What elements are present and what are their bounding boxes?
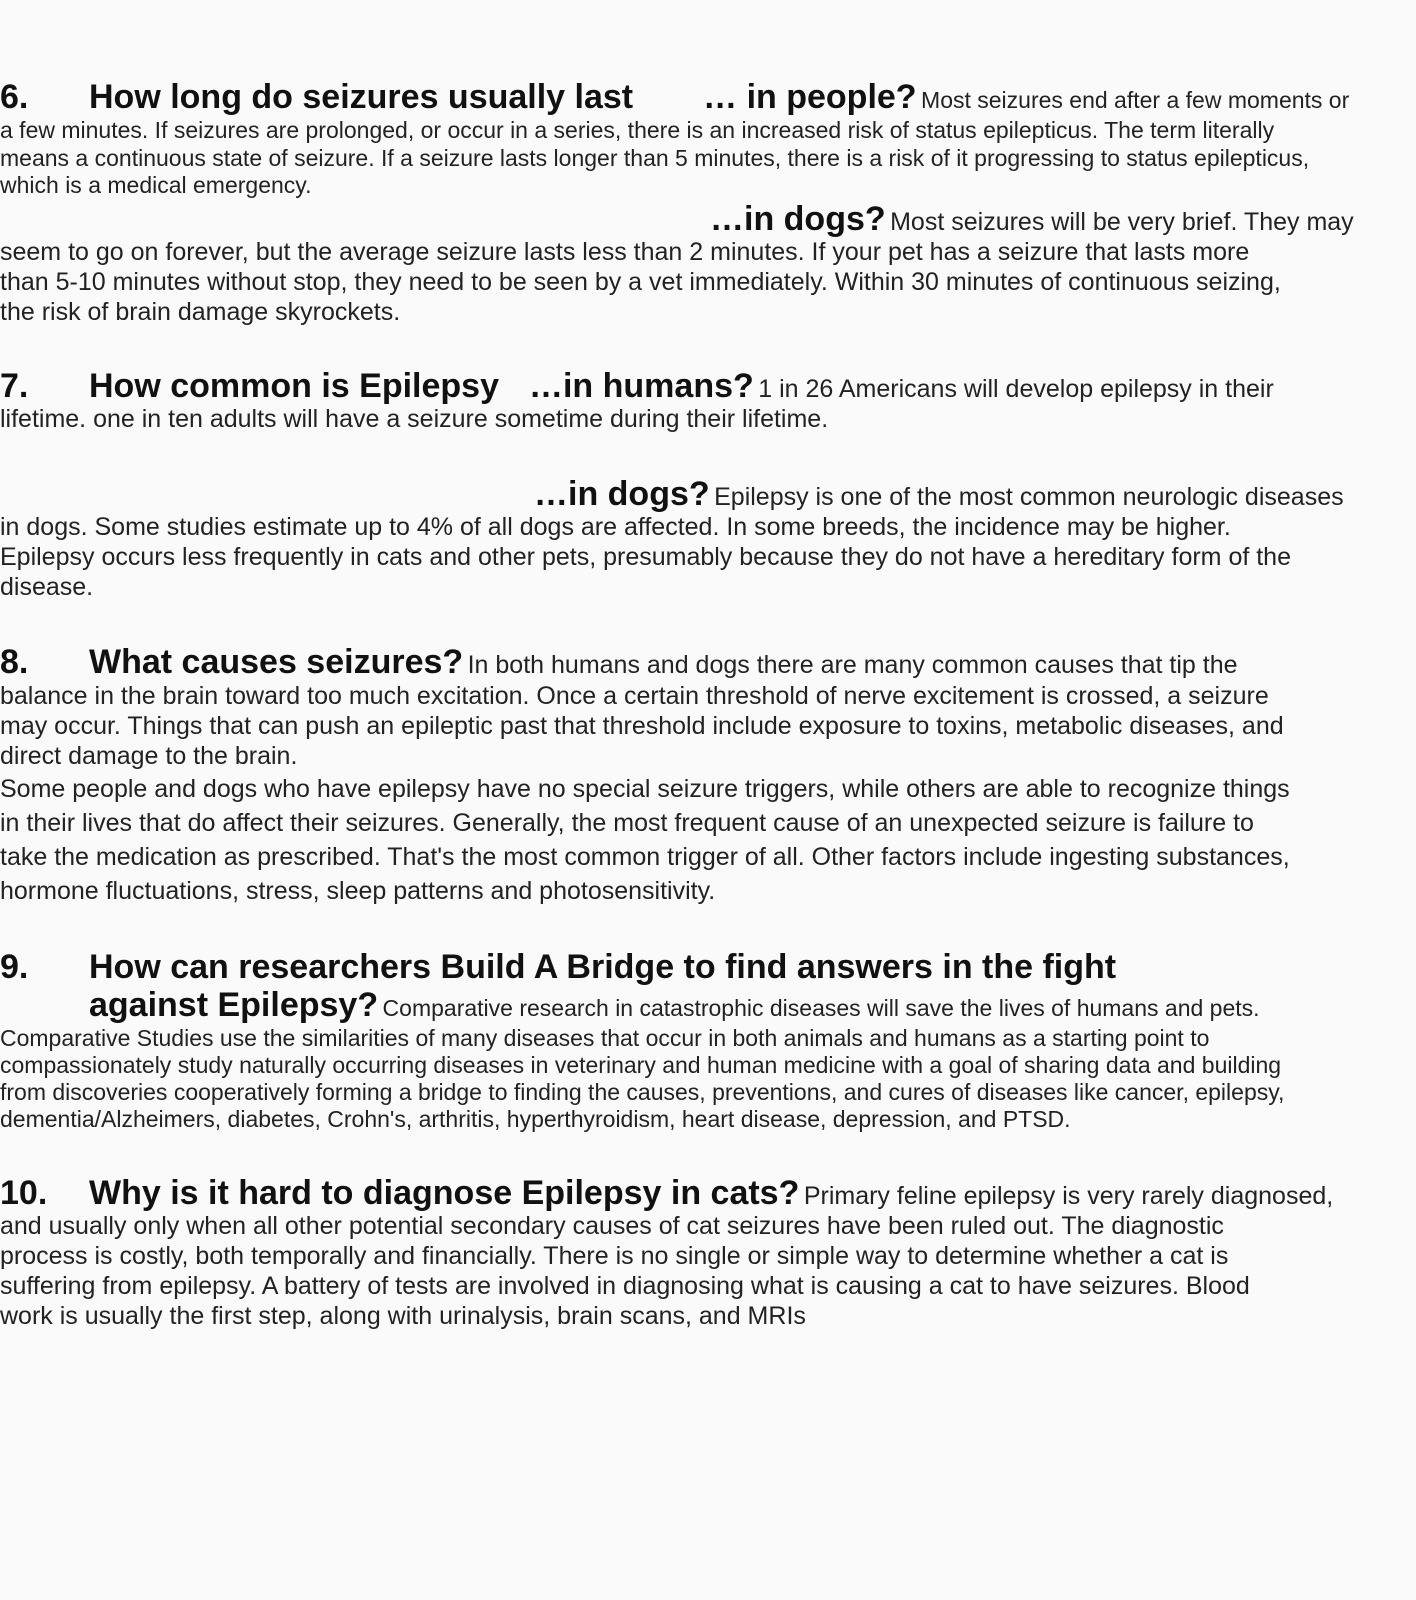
q6-dogs-subheading: …in dogs? xyxy=(710,200,886,238)
q8-text: take the medication as prescribed. That's the most common trigger of all. Other factors include ingesting substances, xyxy=(0,843,1290,871)
q10-text: Primary feline epilepsy is very rarely diagnosed, xyxy=(803,1182,1334,1210)
q6-dogs-text: Most seizures will be very brief. They may xyxy=(890,208,1354,236)
q7-humans-subheading: …in humans? xyxy=(528,367,754,405)
q6-people-text: a few minutes. If seizures are prolonged, or occur in a series, there is an increased risk of status epilepticus. The term literally xyxy=(0,117,1275,143)
q7-dogs-text: Epilepsy occurs less frequently in cats and other pets, presumably because they do not have a hereditary form of the xyxy=(0,543,1291,571)
q7-heading-line xyxy=(0,369,1274,403)
q10-text: process is costly, both temporally and financially. There is no single or simple way to determine whether a cat is xyxy=(0,1242,1229,1270)
q6-dogs-heading-line xyxy=(710,202,1354,236)
q7-dogs-text: disease. xyxy=(0,573,94,601)
q8-text: hormone fluctuations, stress, sleep patterns and photosensitivity. xyxy=(0,877,716,905)
q8-number: 8. xyxy=(0,643,29,681)
q10-heading-line xyxy=(0,1176,1333,1210)
q8-text: may occur. Things that can push an epileptic past that threshold include exposure to toxins, metabolic diseases, and xyxy=(0,712,1284,740)
q8-heading: What causes seizures? xyxy=(89,643,464,681)
q9-heading-continued: against Epilepsy? xyxy=(89,986,379,1024)
q7-number: 7. xyxy=(0,367,29,405)
q6-people-subheading: … in people? xyxy=(703,78,917,116)
q6-number: 6. xyxy=(0,78,29,116)
q6-people-text: Most seizures end after a few moments or xyxy=(921,87,1350,113)
q9-text: Comparative research in catastrophic diseases will save the lives of humans and pets. xyxy=(382,995,1260,1021)
q8-heading-line xyxy=(0,645,1238,679)
q6-heading: How long do seizures usually last xyxy=(89,78,634,116)
q9-heading-line xyxy=(0,950,1116,984)
q7-dogs-heading-line xyxy=(534,477,1344,511)
q8-text: in their lives that do affect their seizures. Generally, the most frequent cause of an unexpected seizure is failure to xyxy=(0,809,1254,837)
q6-heading-line xyxy=(0,80,1349,114)
q9-text: compassionately study naturally occurring diseases in veterinary and human medicine with a goal of sharing data and building xyxy=(0,1052,1282,1078)
q7-dogs-text: in dogs. Some studies estimate up to 4% of all dogs are affected. In some breeds, the incidence may be higher. xyxy=(0,513,1231,541)
q9-number: 9. xyxy=(0,948,29,986)
q8-text: In both humans and dogs there are many common causes that tip the xyxy=(467,651,1238,679)
q7-dogs-text: Epilepsy is one of the most common neurologic diseases xyxy=(714,483,1344,511)
q9-text: from discoveries cooperatively forming a bridge to finding the causes, preventions, and cures of diseases like cancer, epilepsy, xyxy=(0,1079,1285,1105)
q6-dogs-text: the risk of brain damage skyrockets. xyxy=(0,298,401,326)
q6-people-text: which is a medical emergency. xyxy=(0,172,312,198)
q6-dogs-text: than 5-10 minutes without stop, they need to be seen by a vet immediately. Within 30 minutes of continuous seizing, xyxy=(0,268,1281,296)
q6-people-text: means a continuous state of seizure. If a seizure lasts longer than 5 minutes, there is a risk of it progressing to status epilepticus, xyxy=(0,145,1310,171)
q8-text: direct damage to the brain. xyxy=(0,742,298,770)
q9-heading: How can researchers Build A Bridge to find answers in the fight xyxy=(89,948,1117,986)
q8-text: balance in the brain toward too much excitation. Once a certain threshold of nerve excitement is crossed, a seizure xyxy=(0,682,1269,710)
q7-heading: How common is Epilepsy xyxy=(89,367,499,405)
q10-number: 10. xyxy=(0,1174,48,1212)
q7-humans-text: 1 in 26 Americans will develop epilepsy in their xyxy=(758,375,1274,403)
q7-humans-text: lifetime. one in ten adults will have a seizure sometime during their lifetime. xyxy=(0,405,829,433)
q9-text: dementia/Alzheimers, diabetes, Crohn's, arthritis, hyperthyroidism, heart disease, depression, and PTSD. xyxy=(0,1106,1071,1132)
q10-heading: Why is it hard to diagnose Epilepsy in cats? xyxy=(89,1174,800,1212)
q8-text: Some people and dogs who have epilepsy have no special seizure triggers, while others are able to recognize things xyxy=(0,775,1290,803)
q10-text: work is usually the first step, along with urinalysis, brain scans, and MRIs xyxy=(0,1302,806,1330)
q9-text: Comparative Studies use the similarities of many diseases that occur in both animals and humans as a starting point to xyxy=(0,1025,1210,1051)
q10-text: suffering from epilepsy. A battery of tests are involved in diagnosing what is causing a cat to have seizures. Blood xyxy=(0,1272,1250,1300)
q10-text: and usually only when all other potential secondary causes of cat seizures have been ruled out. The diagnostic xyxy=(0,1212,1224,1240)
q9-heading-line-2 xyxy=(89,988,1260,1022)
q6-dogs-text: seem to go on forever, but the average seizure lasts less than 2 minutes. If your pet has a seizure that lasts more xyxy=(0,238,1250,266)
q7-dogs-subheading: …in dogs? xyxy=(534,475,710,513)
